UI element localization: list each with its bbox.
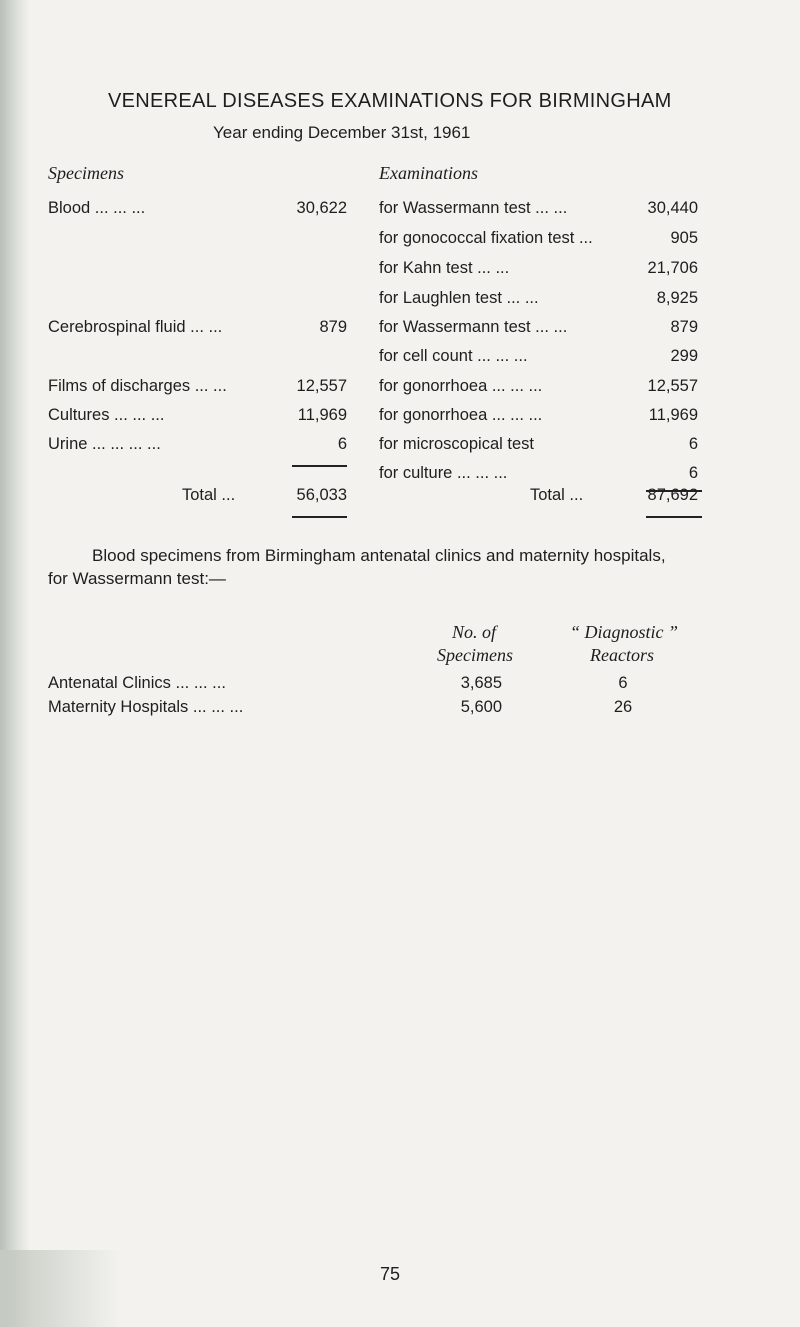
- paragraph-line: for Wassermann test:—: [48, 569, 226, 588]
- specimen-label: Blood ... ... ...: [48, 199, 146, 217]
- specimen-label: Cerebrospinal fluid ... ...: [48, 318, 223, 336]
- examination-value: 8,925: [656, 289, 698, 307]
- examination-label: for gonorrhoea ... ... ...: [379, 406, 543, 424]
- examinations-header: Examinations: [379, 163, 478, 183]
- paragraph-line: Blood specimens from Birmingham antenatal clinics and maternity hospitals,: [92, 546, 666, 565]
- specimen-label: Urine ... ... ... ...: [48, 435, 161, 453]
- table-row-label: Maternity Hospitals ... ... ...: [48, 698, 244, 716]
- examinations-total-value: 87,692: [647, 486, 698, 504]
- examination-label: for gonorrhoea ... ... ...: [379, 377, 543, 395]
- table-row-reactors: 26: [613, 698, 633, 716]
- examination-label: for gonococcal fixation test ...: [379, 229, 593, 247]
- specimen-value: 879: [319, 318, 347, 336]
- examination-value: 30,440: [647, 199, 698, 217]
- examination-value: 879: [670, 318, 698, 336]
- page-corner-shadow: [0, 1250, 120, 1327]
- specimens-total-value: 56,033: [296, 486, 347, 504]
- specimen-value: 12,557: [296, 377, 347, 395]
- total-rule-top: [292, 465, 347, 467]
- specimens-total-label: Total ...: [182, 486, 236, 504]
- page-title: VENEREAL DISEASES EXAMINATIONS FOR BIRMINGHAM: [108, 90, 672, 112]
- specimen-label: Cultures ... ... ...: [48, 406, 165, 424]
- page-number: 75: [380, 1264, 401, 1284]
- examination-value: 11,969: [648, 406, 698, 424]
- page-edge-shadow: [0, 0, 30, 1327]
- col-header-reactors: Reactors: [590, 645, 654, 665]
- examination-label: for Wassermann test ... ...: [379, 199, 568, 217]
- examination-label: for culture ... ... ...: [379, 464, 508, 482]
- col-header-reactors: “ Diagnostic ”: [569, 622, 679, 642]
- specimens-header: Specimens: [48, 163, 124, 183]
- table-row-reactors: 6: [618, 674, 628, 692]
- specimen-value: 30,622: [296, 199, 347, 217]
- examinations-total-label: Total ...: [530, 486, 584, 504]
- table-row-specimens: 5,600: [460, 698, 502, 716]
- table-row-label: Antenatal Clinics ... ... ...: [48, 674, 226, 692]
- col-header-specimens: Specimens: [437, 645, 513, 665]
- examination-label: for Wassermann test ... ...: [379, 318, 568, 336]
- page-subtitle: Year ending December 31st, 1961: [213, 123, 471, 142]
- col-header-specimens: No. of: [451, 622, 496, 642]
- examination-label: for Kahn test ... ...: [379, 259, 510, 277]
- examination-label: for cell count ... ... ...: [379, 347, 528, 365]
- specimen-label: Films of discharges ... ...: [48, 377, 227, 395]
- examination-value: 6: [688, 435, 698, 453]
- examination-label: for Laughlen test ... ...: [379, 289, 539, 307]
- examination-value: 12,557: [647, 377, 698, 395]
- total-rule-bottom: [292, 516, 347, 518]
- examination-value: 6: [688, 464, 698, 482]
- examination-value: 299: [670, 347, 698, 365]
- examination-label: for microscopical test: [379, 435, 534, 453]
- specimen-value: 11,969: [297, 406, 347, 424]
- examination-value: 905: [670, 229, 698, 247]
- total-rule-bottom: [646, 516, 702, 518]
- table-row-specimens: 3,685: [460, 674, 502, 692]
- examination-value: 21,706: [647, 259, 698, 277]
- specimen-value: 6: [337, 435, 347, 453]
